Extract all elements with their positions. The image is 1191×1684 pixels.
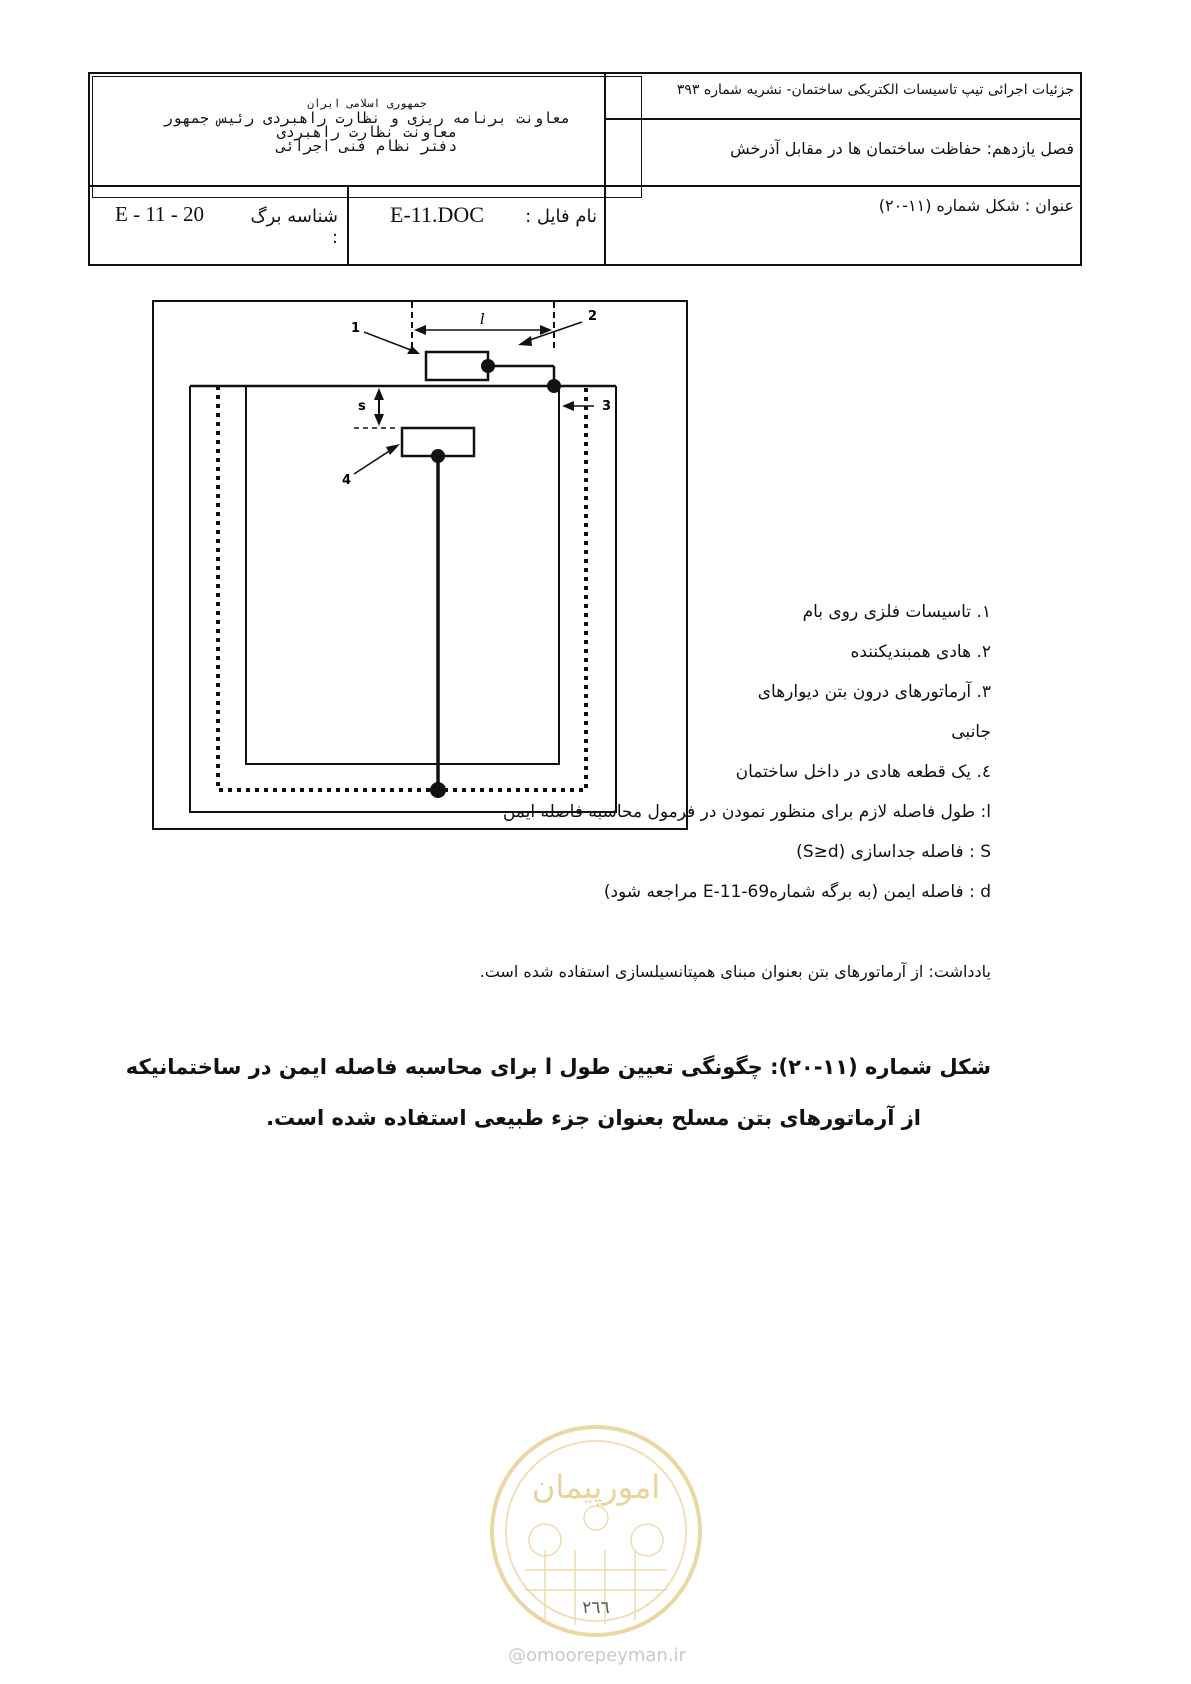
- legend-item: ۱. تاسیسات فلزی روی بام: [802, 602, 991, 622]
- subject-title: عنوان : شکل شماره (۱۱-۲۰): [878, 196, 1074, 215]
- roof-installation-box: [426, 352, 488, 380]
- dim-l-label: l: [480, 310, 485, 328]
- org-line: جمهوری اسلامی ایران: [307, 97, 427, 110]
- legend-item: ۲. هادی همبندیکننده: [850, 642, 991, 662]
- callout-2: 2: [588, 309, 598, 324]
- callout-4: 4: [342, 473, 352, 488]
- org-line: دفتر نظام فنی اجرائی: [276, 137, 458, 155]
- watermark-graphic: [485, 1420, 707, 1642]
- conductor-bottom-point: [430, 782, 446, 798]
- legend-item: جانبی: [951, 722, 991, 742]
- figure-caption-line: شکل شماره (۱۱-۲۰): چگونگی تعیین طول l برای محاسبه فاصله ایمن در ساختمانیکه: [125, 1055, 991, 1079]
- file-label: نام فایل :: [525, 206, 597, 227]
- doc-title: جزئیات اجرائی تیپ تاسیسات الکتریکی ساختمان- نشریه شماره ۳۹۳: [676, 82, 1074, 98]
- dim-s-arrow-top: [374, 388, 384, 400]
- chapter-title: فصل یازدهم: حفاظت ساختمان ها در مقابل آذرخش: [730, 139, 1074, 158]
- dim-l-arrow-left: [414, 325, 426, 335]
- org-line: معاونت نظارت راهبردی: [276, 123, 458, 141]
- definition-s: S : فاصله جداسازی (S≥d): [796, 842, 991, 862]
- definition-d: d : فاصله ایمن (به برگه شمارهE-11-69 مراجعه شود): [603, 882, 991, 902]
- site-url: @omoorepeyman.ir: [508, 1645, 686, 1666]
- lightning-figure: [152, 300, 688, 830]
- watermark-seal: [485, 1420, 707, 1642]
- callout-1: 1: [351, 321, 361, 336]
- dim-s-arrow-bottom: [374, 414, 384, 426]
- sheet-label: شناسه برگ :: [250, 206, 338, 248]
- file-value: E-11.DOC: [390, 202, 484, 227]
- sheet-value: E - 11 - 20: [115, 202, 205, 226]
- definition-l: l: طول فاصله لازم برای منظور نمودن در فرمول محاسبه فاصله ایمن: [502, 802, 991, 822]
- header-divider-v2: [347, 187, 349, 264]
- organization-block: [92, 76, 642, 198]
- figure-caption-line: از آرماتورهای بتن مسلح بعنوان جزء طبیعی استفاده شده است.: [266, 1106, 921, 1130]
- bond-point-2: [547, 379, 561, 393]
- header-divider-h2: [604, 118, 1082, 120]
- page-number: ۲٦٦: [582, 1598, 610, 1618]
- note-text: یادداشت: از آرماتورهای بتن بعنوان مبنای همپتانسیلسازی استفاده شده است.: [479, 962, 991, 981]
- legend-item: ٤. یک قطعه هادی در داخل ساختمان: [735, 762, 991, 782]
- figure-drawing: [154, 302, 686, 828]
- org-line: معاونت برنامه ریزی و نظارت راهبردی رئیس جمهور: [163, 109, 571, 127]
- watermark-text: امورپیمان: [531, 1468, 661, 1506]
- legend-item: ۳. آرماتورهای درون بتن دیوارهای: [757, 682, 991, 702]
- dim-s-label: s: [358, 399, 366, 414]
- callout-3: 3: [602, 399, 612, 414]
